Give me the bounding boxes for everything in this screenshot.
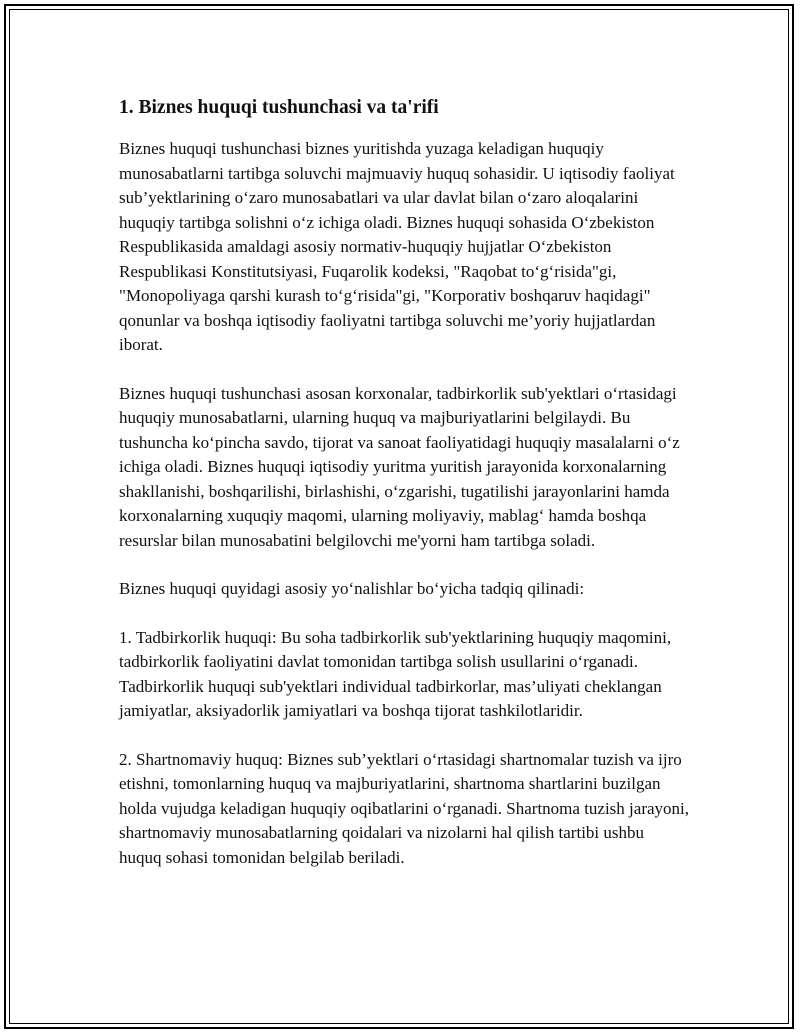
paragraph-entrepreneurship-law: 1. Tadbirkorlik huquqi: Bu soha tadbirkorlik sub'yektlarining huquqiy maqomini, tadbirkorlik faoliyatini davlat tomonidan tartibga solish usullarini o‘rganadi. Tadbirkorlik huquqi sub'yektlari individual tadbirkorlar, mas’uliyati cheklangan jamiyatlar, aksiyadorlik jamiyatlari va boshqa tijorat tashkilotlaridir.: [119, 627, 672, 720]
paragraph-directions-intro: Biznes huquqi quyidagi asosiy yo‘nalishlar bo‘yicha tadqiq qilinadi:: [119, 579, 585, 598]
paragraph-contract-law: 2. Shartnomaviy huquq: Biznes sub’yektlari o‘rtasidagi shartnomalar tuzish va ijro etishni, tomonlarning huquq va majburiyatlarini, shartnoma shartlarini buzilgan holda vujudga keladigan huquqiy oqibatlarini o‘rganadi. Shartnoma tuzish jarayoni, shartnomaviy munosabatlarning qoidalari va nizolarni hal qilish tartibi ushbu huquq sohasi tomonidan belgilab beriladi.: [119, 749, 689, 867]
paragraph-scope: Biznes huquqi tushunchasi asosan korxonalar, tadbirkorlik sub'yektlari o‘rtasidagi huquqiy munosabatlarni, ularning huquq va majburiyatlarini belgilaydi. Bu tushuncha ko‘pincha savdo, tijorat va sanoat faoliyatidagi huquqiy masalalarni o‘z ichiga oladi. Biznes huquqi iqtisodiy yuritma yuritish jarayonida korxonalarning shakllanishi, boshqarilishi, birlashishi, o‘zgarishi, tugatilishi jarayonlarini hamda korxonalarning xuquqiy maqomi, ularning moliyaviy, mablag‘ hamda boshqa resurslar bilan munosabatini belgilovchi me'yorni ham tartibga soladi.: [119, 383, 680, 550]
section-heading: 1. Biznes huquqi tushunchasi va ta'rifi: [119, 97, 439, 118]
document-content: [119, 95, 689, 894]
paragraph-definition: Biznes huquqi tushunchasi biznes yuritishda yuzaga keladigan huquqiy munosabatlarni tartibga soluvchi majmuaviy huquq sohasidir. U iqtisodiy faoliyat sub’yektlarining o‘zaro munosabatlari va ular davlat bilan o‘zaro aloqalarini huquqiy tartibga solishni o‘z ichiga oladi. Biznes huquqi sohasida O‘zbekiston Respublikasida amaldagi asosiy normativ-huquqiy hujjatlar O‘zbekiston Respublikasi Konstitutsiyasi, Fuqarolik kodeksi, "Raqobat to‘g‘risida"gi, "Monopoliyaga qarshi kurash to‘g‘risida"gi, "Korporativ boshqaruv haqidagi" qonunlar va boshqa iqtisodiy faoliyatni tartibga soluvchi me’yoriy hujjatlardan iborat.: [119, 139, 675, 354]
document-page: [4, 4, 794, 1029]
